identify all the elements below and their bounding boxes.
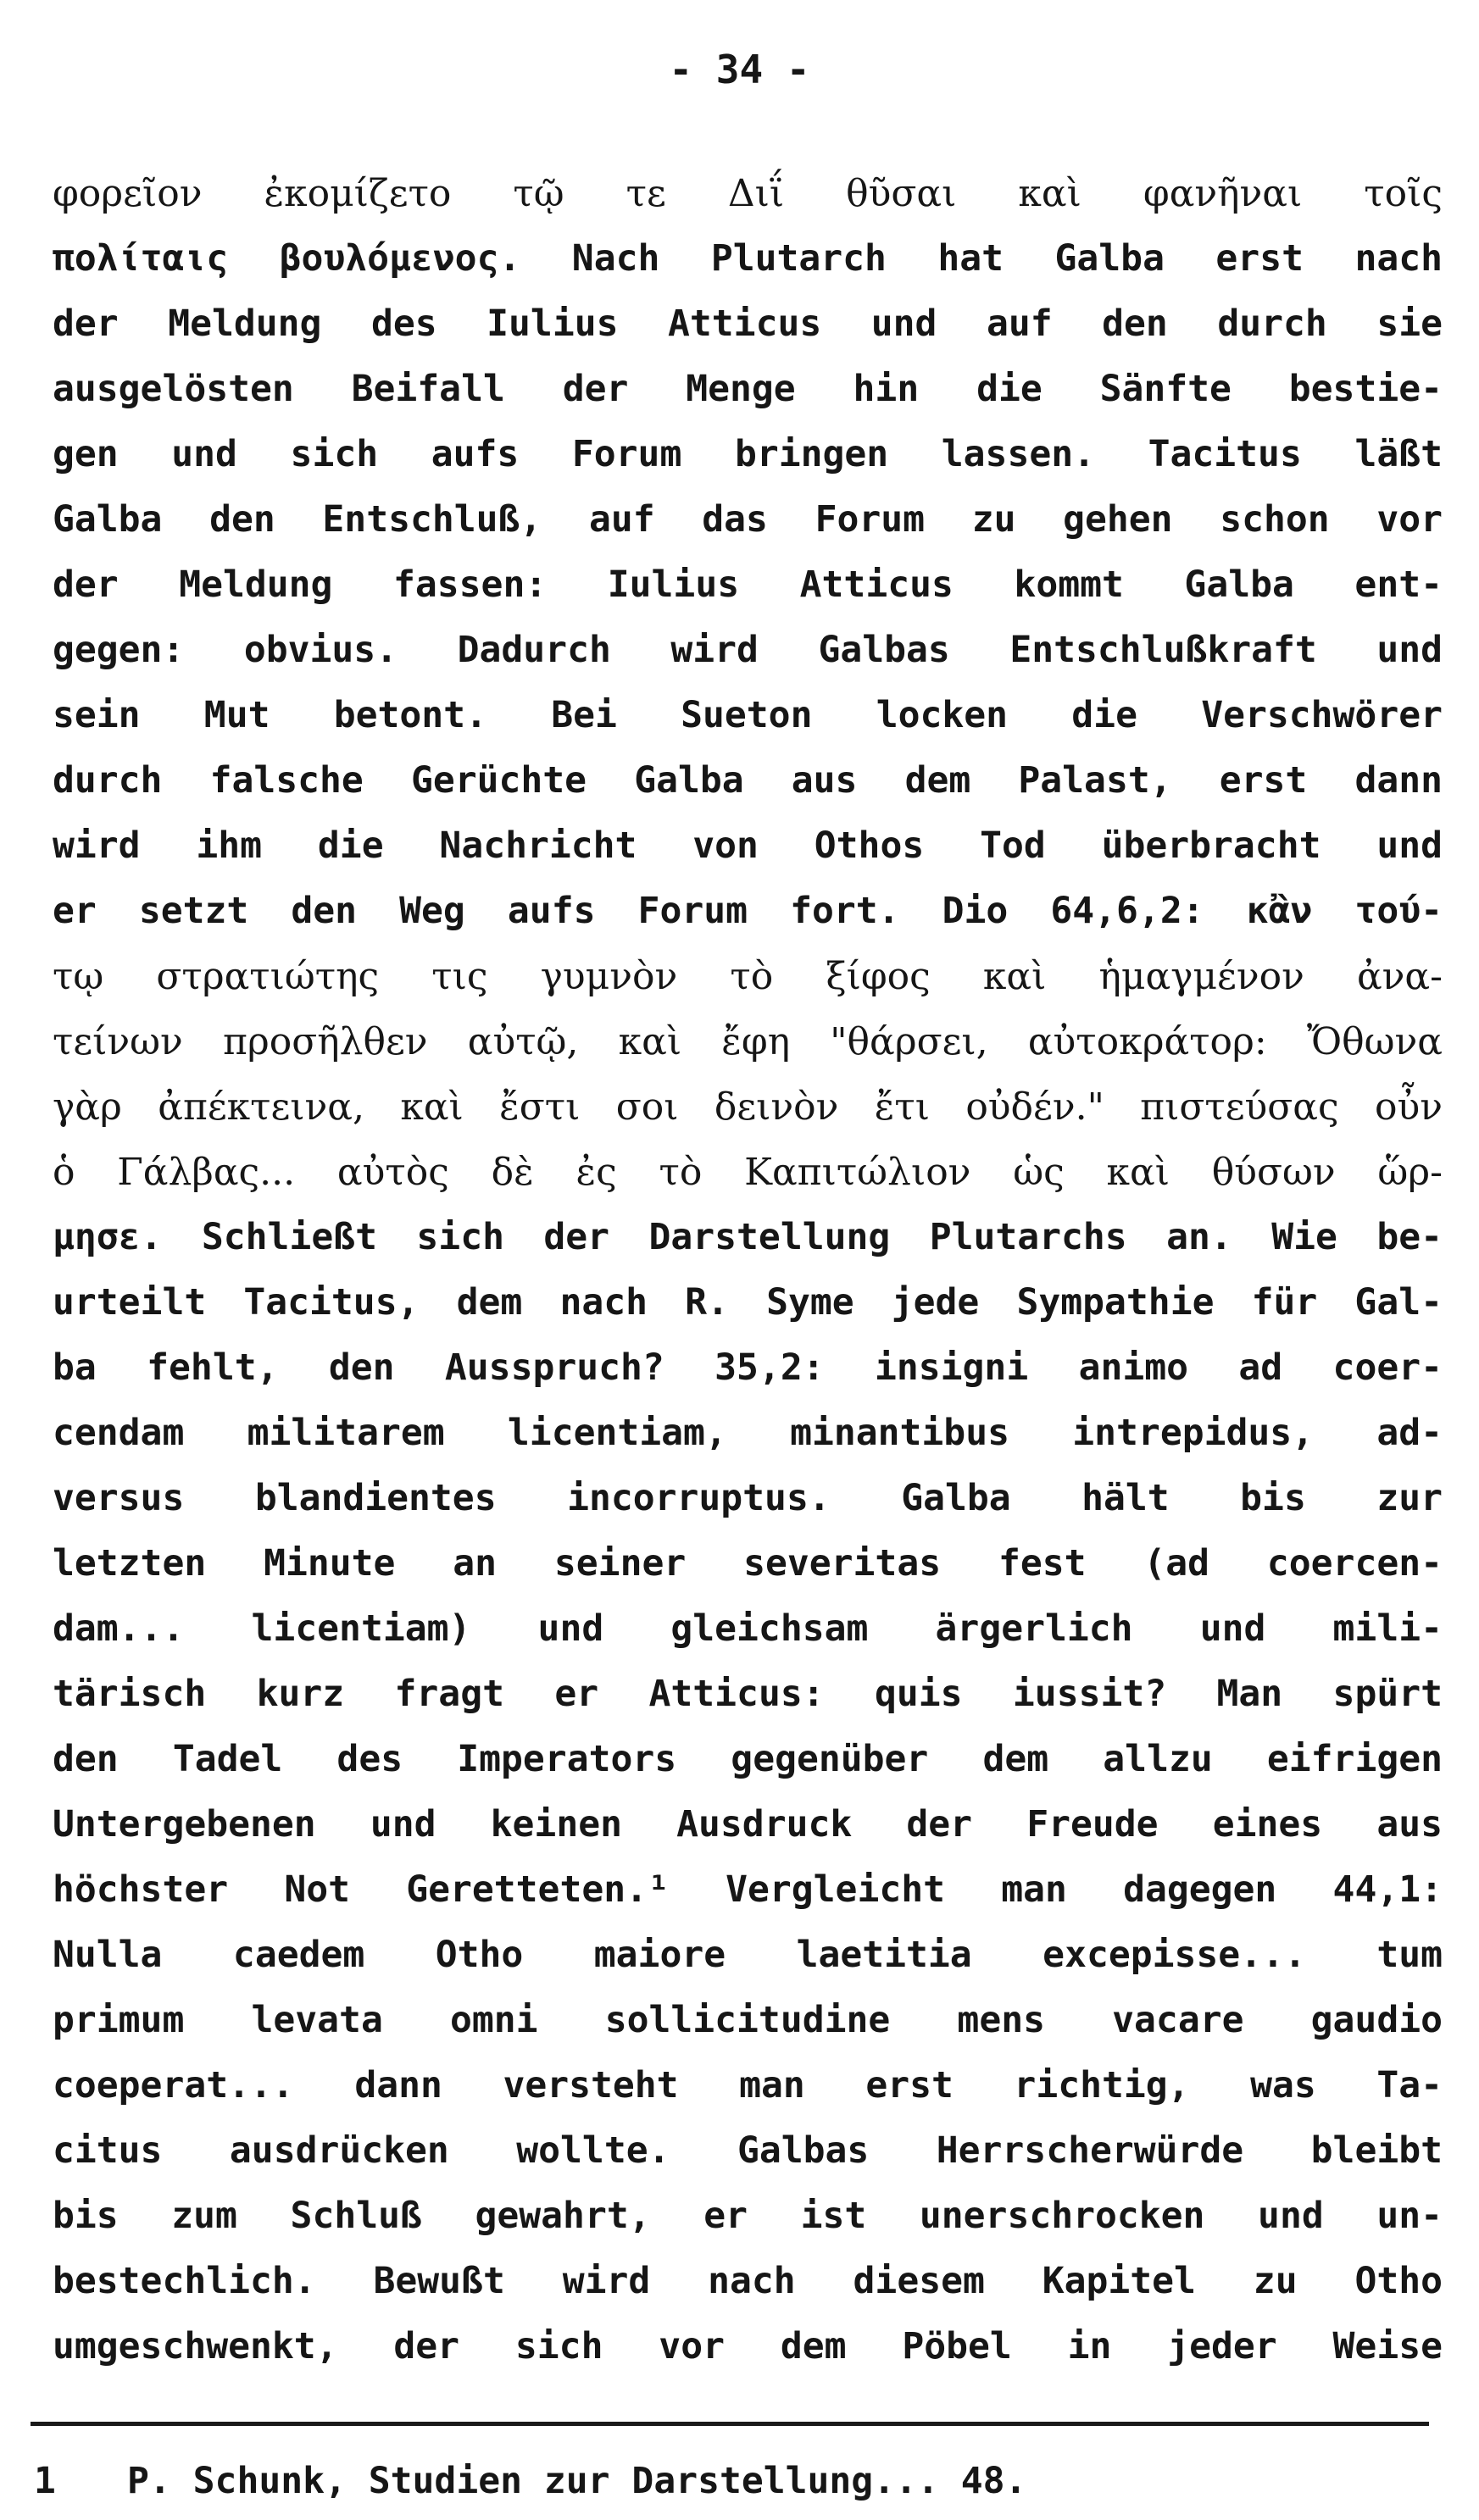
text-line: wird ihm die Nachricht von Othos Tod überbracht und [53,824,1443,867]
text-line: ausgelösten Beifall der Menge hin die Sänfte bestie- [53,368,1443,410]
text-line: bestechlich. Bewußt wird nach diesem Kapitel zu Otho [53,2260,1443,2302]
footnote [34,2456,1305,2506]
text-line: Untergebenen und keinen Ausdruck der Freude eines aus [53,1803,1443,1846]
text-line: der Meldung des Iulius Atticus und auf den durch sie [53,303,1443,345]
text-line: μησε. Schließt sich der Darstellung Plutarchs an. Wie be- [53,1216,1443,1258]
text-line: τῳ στρατιώτης τις γυμνὸν τὸ ξίφος καὶ ἡμαγμένον ἀνα- [53,955,1443,998]
text-line: er setzt den Weg aufs Forum fort. Dio 64,6,2: κἂν τού- [53,890,1443,932]
text-line: coeperat... dann versteht man erst richtig, was Ta- [53,2064,1443,2106]
text-line: τείνων προσῆλθεν αὐτῷ, καὶ ἔφη "θάρσει, αὐτοκράτορ: Ὄθωνα [53,1020,1443,1063]
text-line: höchster Not Geretteten.¹ Vergleicht man dagegen 44,1: [53,1868,1443,1911]
text-line: versus blandientes incorruptus. Galba hält bis zur [53,1477,1443,1519]
footnote-text: P. Schunk, Studien zur Darstellung... 48. [127,2460,1027,2502]
text-line: primum levata omni sollicitudine mens vacare gaudio [53,1999,1443,2041]
text-line: durch falsche Gerüchte Galba aus dem Palast, erst dann [53,759,1443,802]
body-text [53,161,1443,2379]
text-line: sein Mut betont. Bei Sueton locken die Verschwörer [53,694,1443,736]
text-line: Nulla caedem Otho maiore laetitia excepisse... tum [53,1934,1443,1976]
text-line: der Meldung fassen: Iulius Atticus kommt Galba ent- [53,563,1443,606]
text-line: letzten Minute an seiner severitas fest (ad coercen- [53,1542,1443,1585]
text-line: cendam militarem licentiam, minantibus intrepidus, ad- [53,1412,1443,1454]
text-line: bis zum Schluß gewahrt, er ist unerschrocken und un- [53,2195,1443,2237]
text-line: Galba den Entschluß, auf das Forum zu gehen schon vor [53,498,1443,541]
text-line: tärisch kurz fragt er Atticus: quis iussit? Man spürt [53,1673,1443,1715]
footnote-marker: 1 [34,2460,56,2502]
text-line: γὰρ ἀπέκτεινα, καὶ ἔστι σοι δεινὸν ἔτι οὐδέν." πιστεύσας οὖν [53,1085,1443,1129]
text-line: gen und sich aufs Forum bringen lassen. Tacitus läßt [53,433,1443,475]
text-line: dam... licentiam) und gleichsam ärgerlich und mili- [53,1607,1443,1650]
text-line: πολίταις βουλόμενος. Nach Plutarch hat Galba erst nach [53,237,1443,280]
text-line: ba fehlt, den Ausspruch? 35,2: insigni animo ad coer- [53,1346,1443,1389]
text-line: urteilt Tacitus, dem nach R. Syme jede Sympathie für Gal- [53,1281,1443,1324]
footnote-divider [31,2422,1429,2426]
text-line: umgeschwenkt, der sich vor dem Pöbel in jeder Weise [53,2325,1443,2367]
page-number: - 34 - [669,47,810,92]
text-line: citus ausdrücken wollte. Galbas Herrscherwürde bleibt [53,2129,1443,2172]
text-line: ὁ Γάλβας... αὐτὸς δὲ ἐς τὸ Καπιτώλιον ὡς καὶ θύσων ὥρ- [53,1151,1443,1194]
text-line: φορεῖον ἐκομίζετο τῷ τε Διΐ θῦσαι καὶ φανῆναι τοῖς [53,172,1443,215]
text-line: den Tadel des Imperators gegenüber dem allzu eifrigen [53,1738,1443,1780]
text-line: gegen: obvius. Dadurch wird Galbas Entschlußkraft und [53,629,1443,671]
